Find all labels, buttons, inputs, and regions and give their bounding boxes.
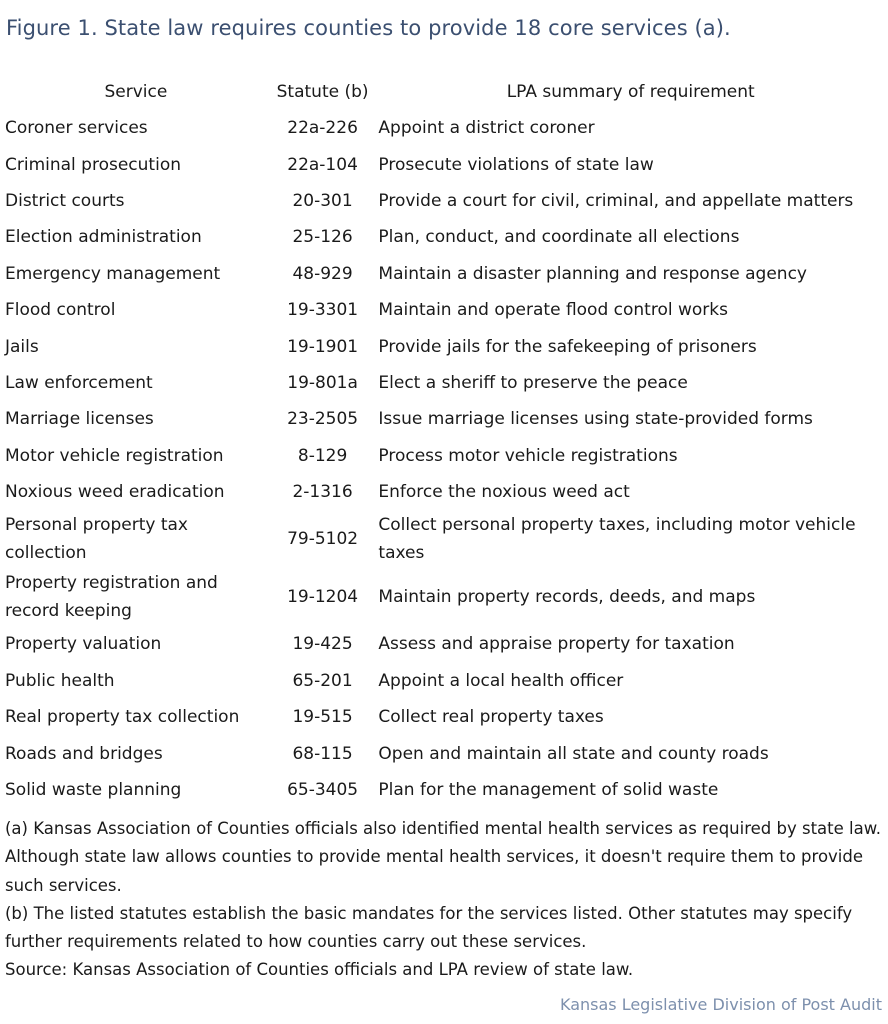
cell-statute: 65-201 [292,670,353,691]
cell-requirement: Maintain a disaster planning and response agency [378,263,807,284]
table-row [0,110,888,146]
header-requirement: LPA summary of requirement [506,82,755,102]
cell-service: Public health [5,670,115,691]
cell-service: Property registration and record keeping [5,573,218,622]
cell-statute: 2-1316 [292,482,353,503]
cell-requirement: Plan, conduct, and coordinate all elections [378,227,740,248]
table-row [0,699,888,735]
cell-statute: 20-301 [292,190,353,211]
cell-statute: 19-1204 [287,587,359,608]
cell-requirement: Collect personal property taxes, including motor vehicle taxes [378,515,856,564]
cell-requirement: Appoint a district coroner [378,118,595,139]
cell-requirement: Maintain and operate flood control works [378,300,728,321]
cell-requirement: Enforce the noxious weed act [378,482,630,503]
cell-statute: 48-929 [292,263,353,284]
cell-requirement: Plan for the management of solid waste [378,780,719,801]
table-row [0,568,888,626]
cell-requirement: Appoint a local health officer [378,670,624,691]
cell-requirement: Provide jails for the safekeeping of prisoners [378,336,757,357]
table-row [0,401,888,437]
cell-service: Criminal prosecution [5,154,181,175]
cell-service: Motor vehicle registration [5,445,224,466]
table-body [0,110,888,808]
footnotes [5,815,881,985]
table-row [0,626,888,662]
cell-statute: 65-3405 [287,780,359,801]
cell-statute: 23-2505 [287,409,359,430]
footnote-a: (a) Kansas Association of Counties officials also identified mental health services as required by state law. Although state law allows counties to provide mental health services, it doesn't require them to provide such services. [5,819,881,895]
cell-requirement: Prosecute violations of state law [378,154,654,175]
table-row [0,183,888,219]
cell-statute: 19-515 [292,707,353,728]
table-row [0,365,888,401]
cell-statute: 25-126 [292,227,353,248]
cell-service: Law enforcement [5,372,153,393]
header-statute: Statute (b) [276,82,369,102]
header-service: Service [104,82,168,102]
table-row [0,474,888,510]
cell-requirement: Provide a court for civil, criminal, and appellate matters [378,190,854,211]
cell-statute: 22a-226 [287,118,358,139]
cell-requirement: Collect real property taxes [378,707,604,728]
cell-requirement: Assess and appraise property for taxation [378,634,735,655]
cell-statute: 68-115 [292,743,353,764]
cell-statute: 8-129 [297,445,348,466]
table-row [0,256,888,292]
table-row [0,438,888,474]
cell-requirement: Process motor vehicle registrations [378,445,678,466]
table-row [0,292,888,328]
table-row [0,735,888,771]
figure-title: Figure 1. State law requires counties to provide 18 core services (a). [6,16,731,40]
table-row [0,663,888,699]
services-table [0,74,888,808]
cell-service: Personal property tax collection [5,515,188,564]
cell-requirement: Elect a sheriff to preserve the peace [378,372,688,393]
cell-service: Noxious weed eradication [5,482,225,503]
cell-service: District courts [5,190,125,211]
cell-statute: 22a-104 [287,154,358,175]
footnote-b: (b) The listed statutes establish the basic mandates for the services listed. Other statutes may specify further requirements related to how counties carry out these services. [5,903,853,952]
cell-service: Flood control [5,300,116,321]
cell-statute: 79-5102 [287,529,359,550]
cell-service: Marriage licenses [5,409,154,430]
source-note: Source: Kansas Association of Counties officials and LPA review of state law. [5,960,634,980]
cell-statute: 19-425 [292,634,353,655]
cell-service: Real property tax collection [5,707,240,728]
cell-requirement: Maintain property records, deeds, and maps [378,587,756,608]
table-row [0,510,888,568]
cell-requirement: Issue marriage licenses using state-provided forms [378,409,813,430]
table-row [0,146,888,182]
cell-service: Solid waste planning [5,780,182,801]
table-header-row [0,74,888,110]
cell-service: Roads and bridges [5,743,163,764]
table-row [0,328,888,364]
table-row [0,772,888,808]
cell-service: Jails [5,336,39,357]
cell-service: Property valuation [5,634,162,655]
cell-statute: 19-1901 [287,336,359,357]
table-row [0,219,888,255]
cell-statute: 19-3301 [287,300,359,321]
cell-requirement: Open and maintain all state and county roads [378,743,769,764]
cell-statute: 19-801a [287,372,358,393]
credit-line: Kansas Legislative Division of Post Audit [559,995,882,1014]
cell-service: Emergency management [5,263,221,284]
cell-service: Election administration [5,227,202,248]
cell-service: Coroner services [5,118,148,139]
